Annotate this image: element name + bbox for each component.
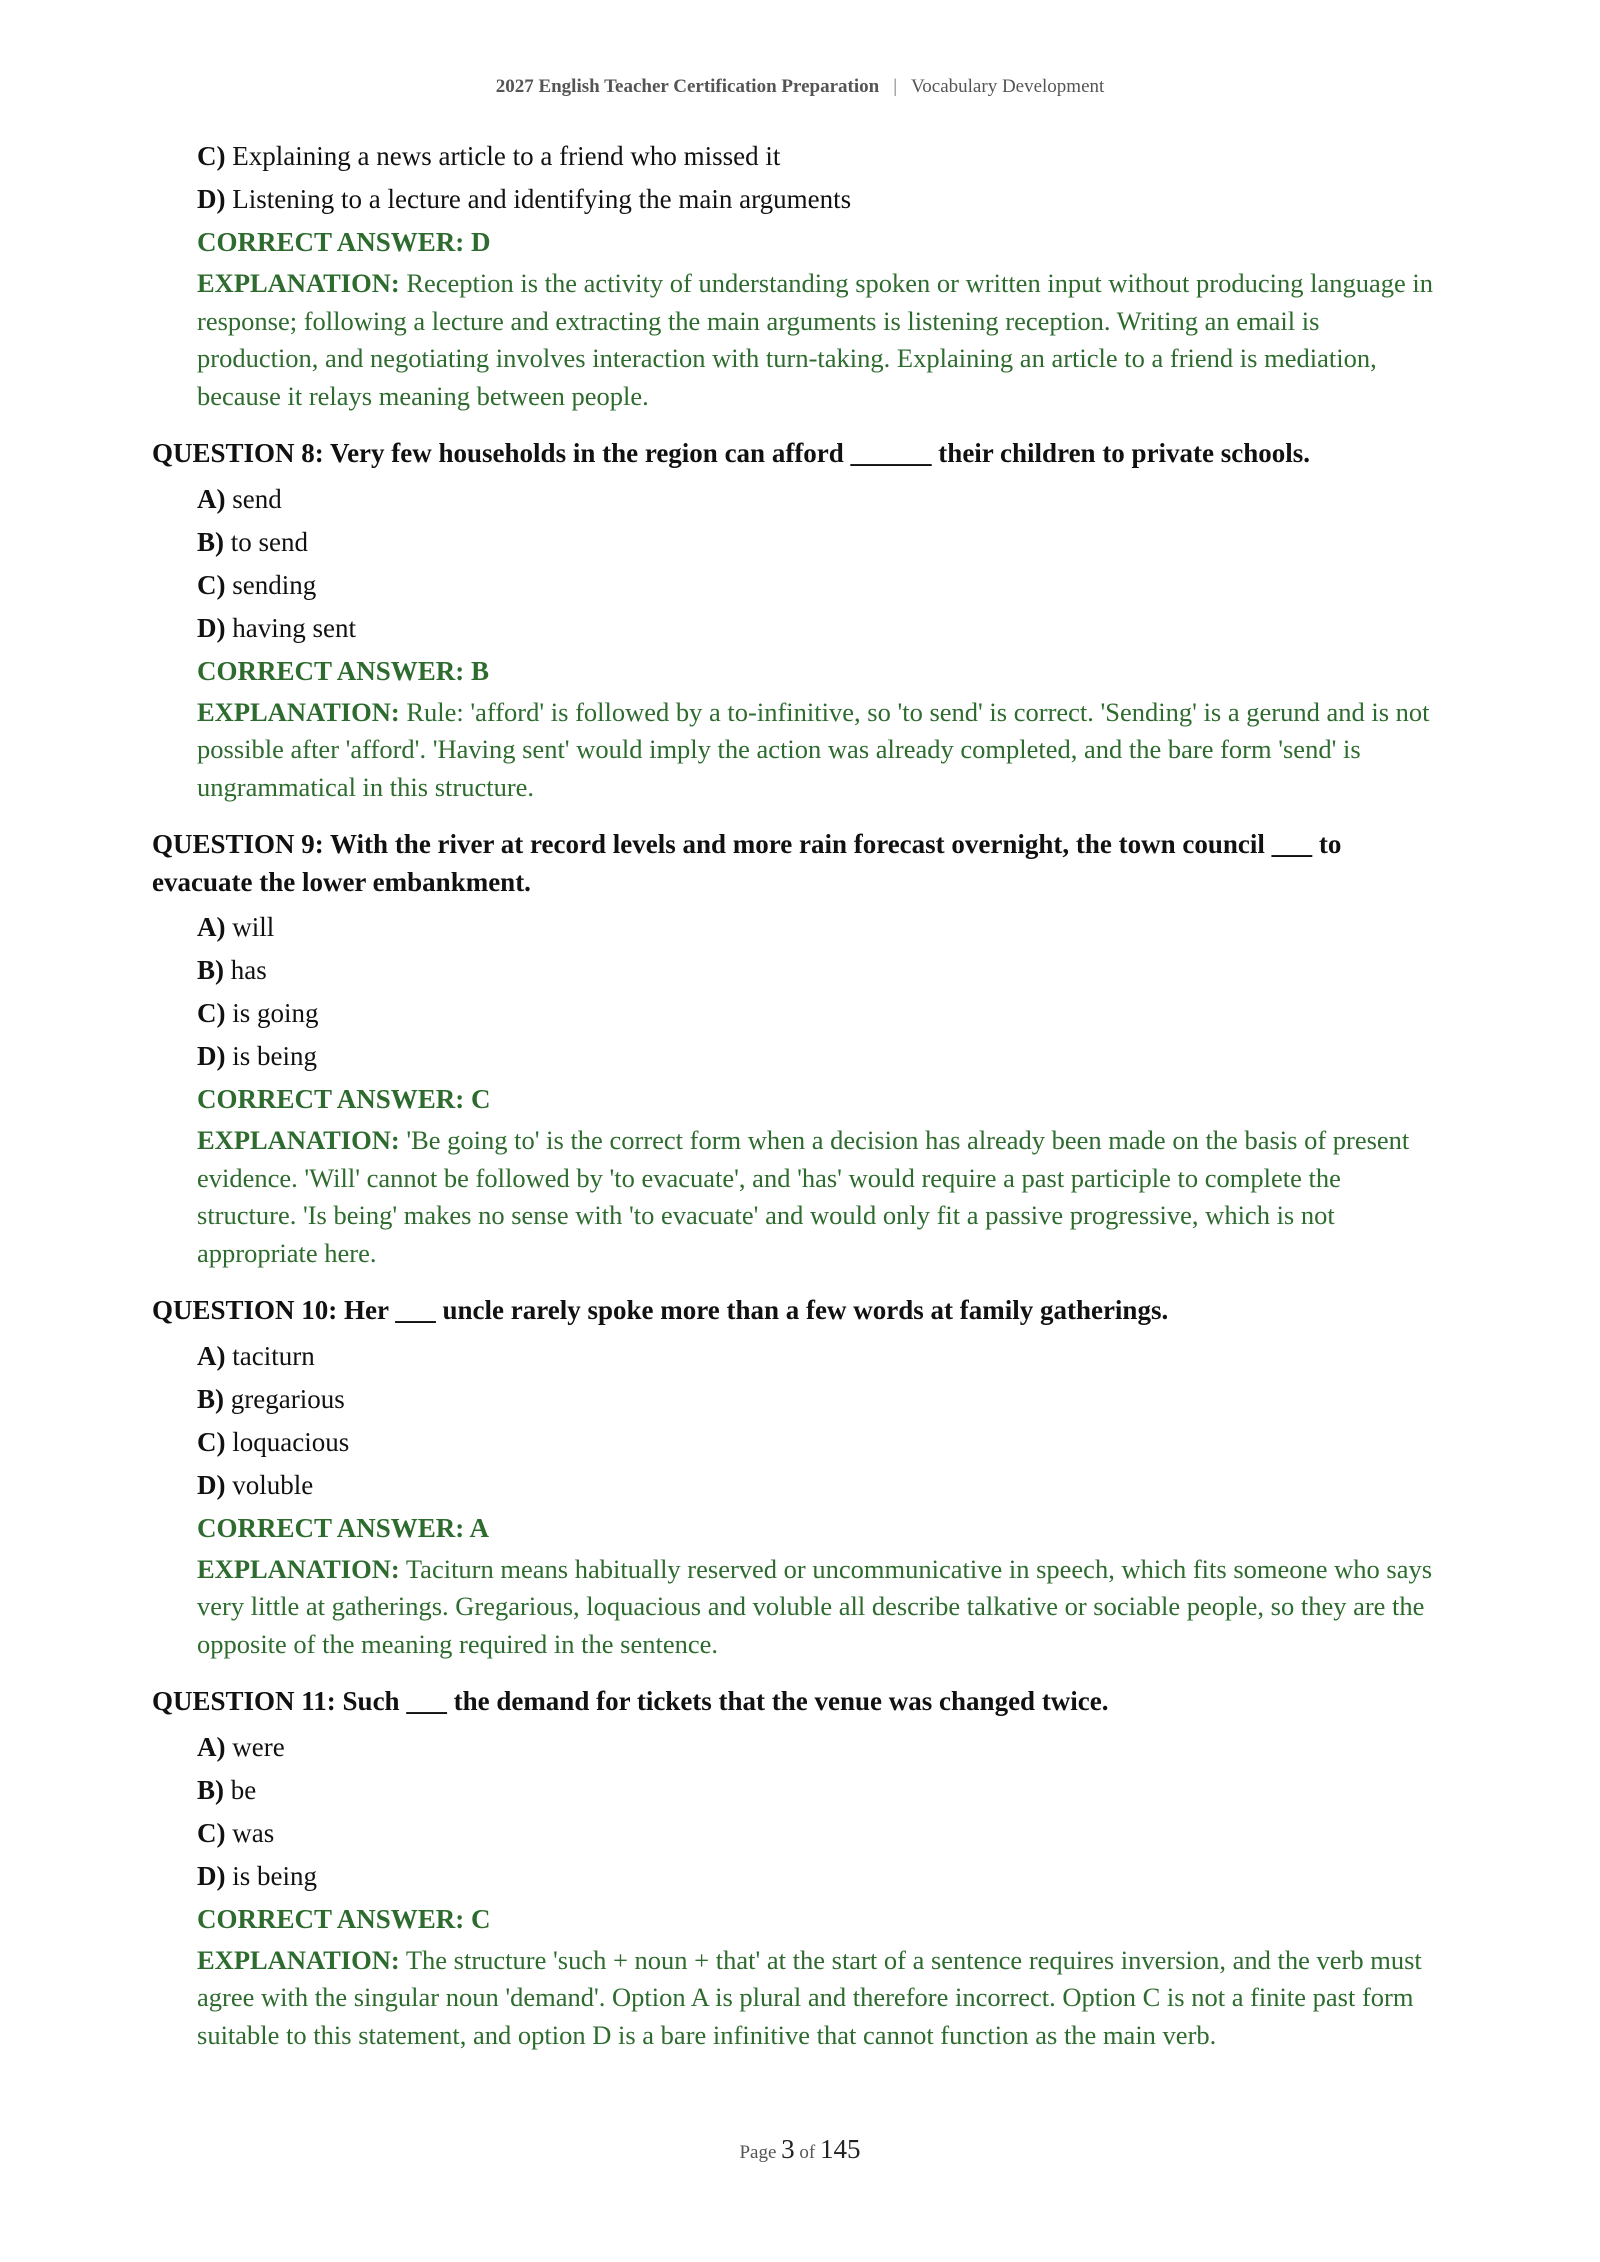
explanation-text: 'Be going to' is the correct form when a decision has already been made on the basis of present evidence. 'Will' cannot be followed by 'to evacuate', and 'has' would require a past participle to complete the structure. 'Is being' makes no sense with 'to evacuate' and would only fit a passive progressive, which is not appropriate here. xyxy=(197,1125,1410,1268)
explanation-text: Taciturn means habitually reserved or uncommunicative in speech, which fits someone who says very little at gatherings. Gregarious, loquacious and voluble all describe talkative or sociable people, so they are the opposite of the meaning required in the sentence. xyxy=(197,1553,1433,1659)
option-d: D) is being xyxy=(197,1860,317,1891)
of-label: of xyxy=(799,2142,816,2163)
explanation-label: EXPLANATION: xyxy=(197,268,400,298)
question-block-9 xyxy=(152,826,1442,1272)
explanation-text: Rule: 'afford' is followed by a to-infinitive, so 'to send' is correct. 'Sending' is a gerund and is not possible after 'afford'. 'Having sent' would imply the action was already completed, and the bare form 'send' is ungrammatical in this structure. xyxy=(197,696,1430,802)
option-c: C) is going xyxy=(197,998,319,1028)
option-b: B) gregarious xyxy=(197,1383,345,1414)
option-a: A) taciturn xyxy=(197,1340,315,1371)
option-c: C) Explaining a news article to a friend who missed it xyxy=(197,141,781,171)
correct-answer: CORRECT ANSWER: C xyxy=(197,1903,491,1934)
explanation-text: The structure 'such + noun + that' at the start of a sentence requires inversion, and the verb must agree with the singular noun 'demand'. Option A is plural and therefore incorrect. Option C is not a finite past form suitable to this statement, and option D is a bare infinitive that cannot function as the main verb. xyxy=(197,1944,1422,2050)
option-c: C) was xyxy=(197,1817,275,1848)
question-block-10 xyxy=(152,1292,1442,1663)
explanation xyxy=(197,1551,1442,1664)
question-text: QUESTION 10: Her ___ uncle rarely spoke more than a few words at family gatherings. xyxy=(152,1295,1169,1325)
correct-answer: CORRECT ANSWER: A xyxy=(197,1512,490,1543)
option-a: A) send xyxy=(197,483,282,514)
option-b: B) has xyxy=(197,955,267,985)
explanation-label: EXPLANATION: xyxy=(197,696,400,727)
question-text: QUESTION 11: Such ___ the demand for tickets that the venue was changed twice. xyxy=(152,1686,1109,1716)
question-list xyxy=(152,135,1442,2054)
option-d: D) Listening to a lecture and identifying the main arguments xyxy=(197,184,852,214)
page-number: 3 xyxy=(781,2134,795,2164)
page-header xyxy=(0,76,1600,98)
option-d: D) is being xyxy=(197,1041,317,1071)
explanation-text: Reception is the activity of understanding spoken or written input without producing language in response; following a lecture and extracting the main arguments is listening reception. Writing an email is production, and negotiating involves interaction with turn-taking. Explaining an article to a friend is mediation, because it relays meaning between people. xyxy=(197,268,1433,411)
explanation-label: EXPLANATION: xyxy=(197,1125,400,1155)
correct-answer: CORRECT ANSWER: D xyxy=(197,227,491,257)
explanation-label: EXPLANATION: xyxy=(197,1944,400,1975)
option-a: A) were xyxy=(197,1731,285,1762)
explanation-label: EXPLANATION: xyxy=(197,1553,400,1584)
option-d: D) voluble xyxy=(197,1469,314,1500)
total-pages: 145 xyxy=(820,2134,861,2164)
question-block-11 xyxy=(152,1683,1442,2054)
question-text: QUESTION 8: Very few households in the region can afford ______ their children to private schools. xyxy=(152,438,1311,468)
explanation xyxy=(197,1122,1442,1272)
option-c: C) loquacious xyxy=(197,1426,350,1457)
section-title: Vocabulary Development xyxy=(911,76,1105,97)
question-block-continued xyxy=(152,135,1442,415)
option-a: A) will xyxy=(197,912,275,942)
header-separator: | xyxy=(893,76,898,97)
question-block-8 xyxy=(152,435,1442,806)
explanation xyxy=(197,265,1442,415)
explanation xyxy=(197,694,1442,807)
page-label: Page xyxy=(739,2142,777,2163)
option-b: B) to send xyxy=(197,526,308,557)
correct-answer: CORRECT ANSWER: C xyxy=(197,1084,491,1114)
correct-answer: CORRECT ANSWER: B xyxy=(197,655,490,686)
question-text: QUESTION 9: With the river at record levels and more rain forecast overnight, the town council ___ to evacuate the lower embankment. xyxy=(152,829,1342,897)
option-d: D) having sent xyxy=(197,612,356,643)
document-title: 2027 English Teacher Certification Preparation xyxy=(495,76,880,97)
page-footer xyxy=(0,2134,1600,2165)
option-b: B) be xyxy=(197,1774,257,1805)
explanation xyxy=(197,1942,1442,2055)
option-c: C) sending xyxy=(197,569,317,600)
